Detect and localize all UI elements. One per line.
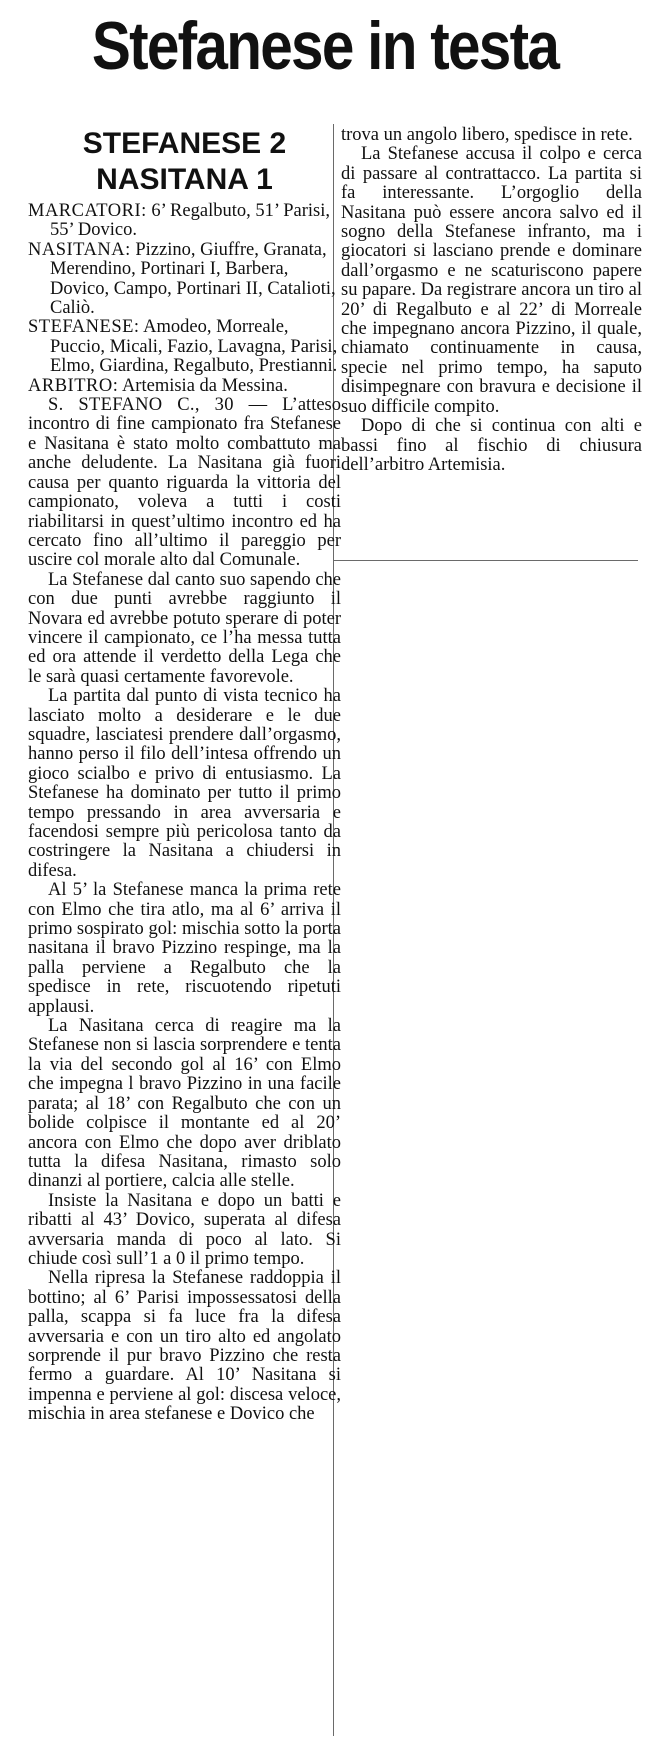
nasitana-players: Pizzino, Giuffre, Granata, Merendino, Portinari I, Barbera, Dovico, Campo, Portinari II, Catalioti, Caliò. — [50, 239, 336, 319]
paragraph-1-text: L’atteso incontro di fine campionato fra Stefanese e Nasitana è stato molto combattuto ma anche deludente. La Nasitana già fuori causa per quanto riguarda la vittoria del campionato, voleva a tutti i costi riabilitarsi in quest’ultimo incontro ed ha cercato fino all’ultimo il pareggio per uscire col morale alto dal Comunale. — [28, 395, 341, 571]
paragraph-7: Nella ripresa la Stefanese raddoppia il bottino; al 6’ Parisi impossessatosi della palla, scappa si fa luce fra la difesa avversaria e con un tiro alto ed angolato sorprende il pur bravo Pizzino che resta fermo a guardare. Al 10’ Nasitana si impenna e perviene al gol: discesa veloce, mischia in area stefanese e Dovico che — [28, 1268, 341, 1425]
scorers-line — [28, 202, 341, 241]
stefanese-label: STEFANESE: — [28, 317, 140, 338]
stefanese-players: Amodeo, Morreale, Puccio, Micali, Fazio, Lavagna, Parisi, Elmo, Giardina, Regalbuto, Prestianni. — [50, 317, 338, 377]
paragraph-2: La Stefanese dal canto suo sapendo che con due punti avrebbe raggiunto il Novara ed avrebbe potuto sperare di poter vincere il campionato, ce l’ha messa tutta ed ora attende il verdetto della Lega che le sarà quasi certamente favorevole. — [28, 569, 341, 687]
paragraph-5: La Nasitana cerca di reagire ma la Stefanese non si lascia sorprendere e tenta la via del secondo gol al 16’ con Elmo che impegna l bravo Pizzino in una facile parata; al 18’ con Regalbuto che con un bolide colpisce il montante ed al 20’ ancora con Elmo che dopo aver driblato tutta la difesa Nasitana, rimasto solo dinanzi al portiere, calcia alle stelle. — [28, 1016, 341, 1192]
nasitana-lineup — [28, 241, 341, 319]
paragraph-6: Insiste la Nasitana e dopo un batti e ribatti al 43’ Dovico, superata al difesa avversaria manda di poco al lato. Si chiude così sull’1 a 0 il primo tempo. — [28, 1190, 341, 1269]
headline: Stefanese in testa — [91, 8, 559, 84]
paragraph-3: La partita dal punto di vista tecnico ha lasciato molto a desiderare e le due squadre, lasciatesi prendere dall’orgasmo, hanno perso il filo dell’intesa offrendo un gioco scialbo e privo di entusiasmo. La Stefanese ha dominato per tutto il primo tempo pressando in area avversaria e facendosi sempre più pericolosa tanto da costringere la Nasitana a chiudersi in difesa. — [28, 686, 341, 881]
article-column-right — [341, 126, 642, 475]
scorers-label: MARCATORI: — [28, 201, 147, 221]
article-column-left — [28, 126, 341, 1425]
dateline: S. STEFANO C., 30 — — [48, 395, 268, 416]
stefanese-lineup — [28, 318, 341, 376]
paragraph-8: trova un angolo libero, spedisce in rete. — [341, 125, 633, 145]
scorers-text: 6’ Regalbuto, 51’ Parisi, 55’ Dovico. — [50, 201, 331, 241]
score-away: NASITANA 1 — [96, 163, 273, 196]
paragraph-9: La Stefanese accusa il colpo e cerca di passare al contrattacco. La partita si fa interessante. L’orgoglio della Nasitana può essere ancora salvo ed il sogno della Stefanese infranto, ma i giocatori si lasciano prende e dominare dall’orgasmo e ne scaturiscono papere su papare. Da registrare ancora un tiro al 20’ di Regalbuto e al 22’ di Morreale che impegnano ancora Pizzino, il quale, chiamato continuamente in causa, specie nel primo tempo, ha saputo disimpegnare con bravura e decisione il suo difficile compito. — [341, 144, 642, 417]
referee-line — [28, 377, 341, 396]
paragraph-4: Al 5’ la Stefanese manca la prima rete con Elmo che tira atlo, ma al 6’ arriva il primo sospirato gol: mischia sotto la porta nasitana il bravo Pizzino respinge, ma la palla perviene a Regalbuto che la spedisce in rete, riscuotendo ripetuti applausi. — [28, 880, 341, 1017]
score-home: STEFANESE 2 — [82, 127, 287, 160]
article-end-rule — [333, 560, 638, 561]
paragraph-1 — [28, 396, 341, 571]
referee-text: Artemisia da Messina. — [118, 375, 288, 396]
nasitana-label: NASITANA: — [28, 239, 131, 260]
referee-label: ARBITRO: — [28, 375, 119, 396]
paragraph-10: Dopo di che si continua con alti e bassi fino al fischio di chiusura dell’arbitro Artemisia. — [341, 416, 642, 475]
